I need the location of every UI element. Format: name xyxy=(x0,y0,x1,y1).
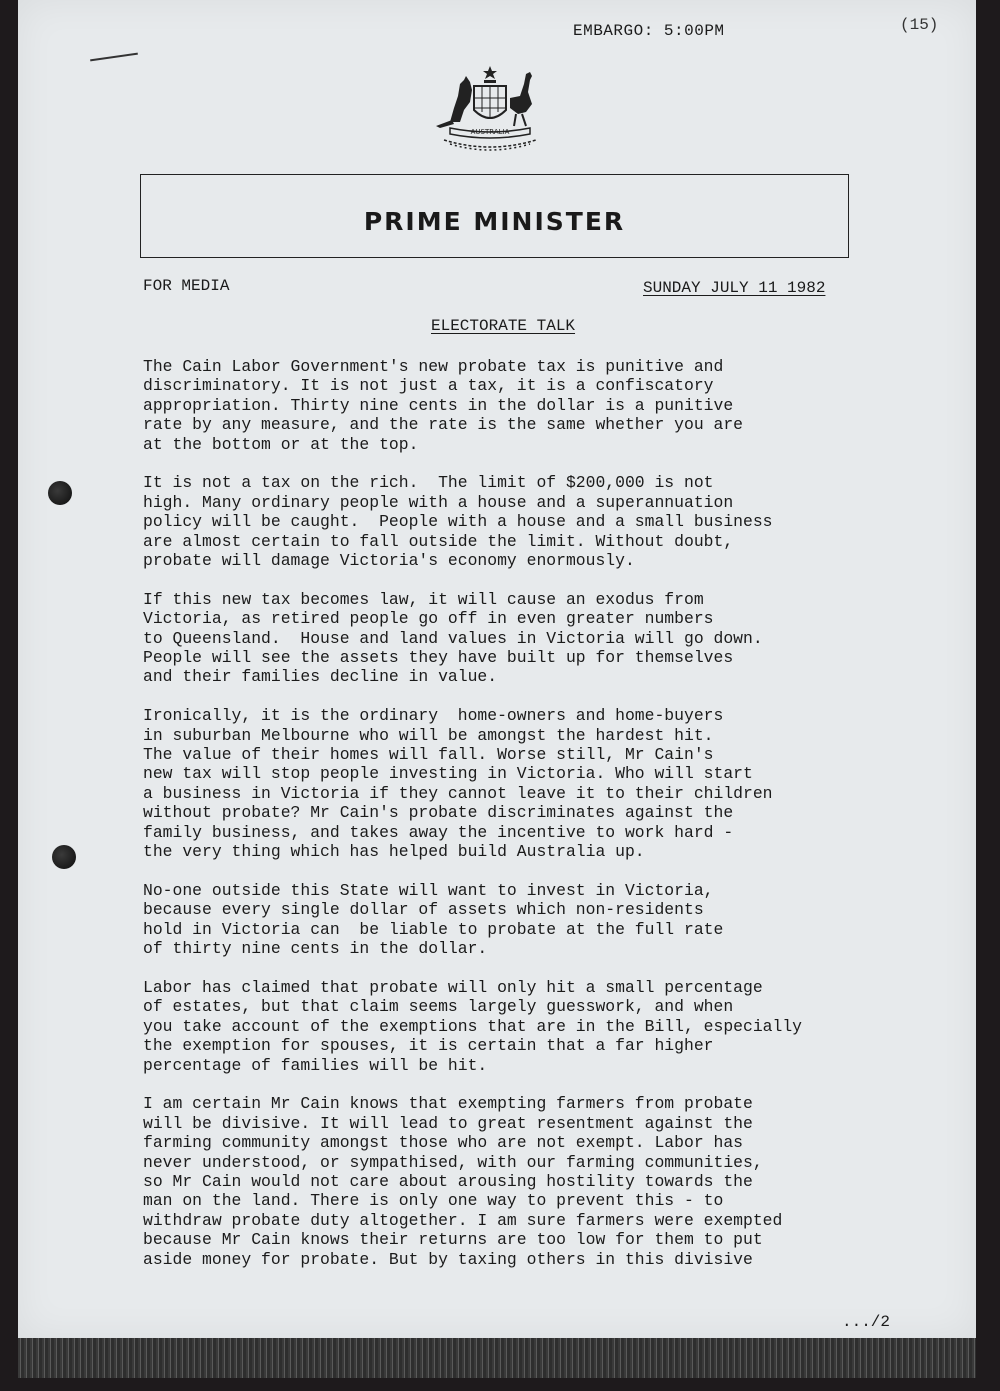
crest-label: AUSTRALIA xyxy=(470,128,510,136)
punch-hole xyxy=(52,845,76,869)
release-date: SUNDAY JULY 11 1982 xyxy=(643,279,826,297)
paragraph: The Cain Labor Government's new probate tax is punitive and discriminatory. It is not just a tax, it is a confiscatory appropriation. Thirty nine cents in the dollar is a punitive rate by any measure, and the rate is the same whether you are at the bottom or at the top. xyxy=(143,357,743,454)
paragraph: It is not a tax on the rich. The limit of $200,000 is not high. Many ordinary people with a house and a superannuation policy will be caught. People with a house and a small business are almost certain to fall outside the limit. Without doubt, probate will damage Victoria's economy enormously. xyxy=(143,473,773,571)
paragraph: Ironically, it is the ordinary home-owners and home-buyers in suburban Melbourne who will be amongst the hardest hit. The value of their homes will fall. Worse still, Mr Cain's new tax will stop people investing in Victoria. Who will start a business in Victoria if they cannot leave it to their children without probate? Mr Cain's probate discriminates against the family business, and takes away the incentive to work hard - the very thing which has helped build Australia up. xyxy=(143,706,773,862)
paragraph: If this new tax becomes law, it will cause an exodus from Victoria, as retired people go off in even greater numbers to Queensland. House and land values in Victoria will go down. People will see the assets they have built up for themselves and their families decline in value. xyxy=(143,589,763,687)
letterhead-box xyxy=(140,174,849,258)
coat-of-arms-icon xyxy=(430,62,550,152)
continuation-marker: .../2 xyxy=(842,1313,891,1331)
paragraph: No-one outside this State will want to invest in Victoria, because every single dollar of assets which non-residents hold in Victoria can be liable to probate at the full rate of thirty nine cents in the dollar. xyxy=(143,880,724,959)
office-title: PRIME MINISTER xyxy=(363,206,626,236)
corner-page-mark: (15) xyxy=(900,16,939,34)
punch-hole xyxy=(48,481,72,505)
audience-label: FOR MEDIA xyxy=(143,277,230,295)
paragraph: Labor has claimed that probate will only hit a small percentage of estates, but that claim seems largely guesswork, and when you take account of the exemptions that are in the Bill, especially the exemption for spouses, it is certain that a far higher percentage of families will be hit. xyxy=(143,977,803,1075)
embargo-notice: EMBARGO: 5:00PM xyxy=(573,22,725,40)
paragraph: I am certain Mr Cain knows that exempting farmers from probate will be divisive. It will lead to great resentment against the farming community amongst those who are not exempt. Labor has never understood, or sympathised, with our farming communities, so Mr Cain would not care about arousing hostility towards the man on the land. There is only one way to prevent this - to withdraw probate duty altogether. I am sure farmers were exempted because Mr Cain knows their returns are too low for them to put aside money for probate. But by taxing others in this divisive xyxy=(143,1094,783,1269)
body-text xyxy=(143,357,943,1288)
page-bottom-edge xyxy=(18,1338,976,1378)
document-heading: ELECTORATE TALK xyxy=(431,317,576,335)
